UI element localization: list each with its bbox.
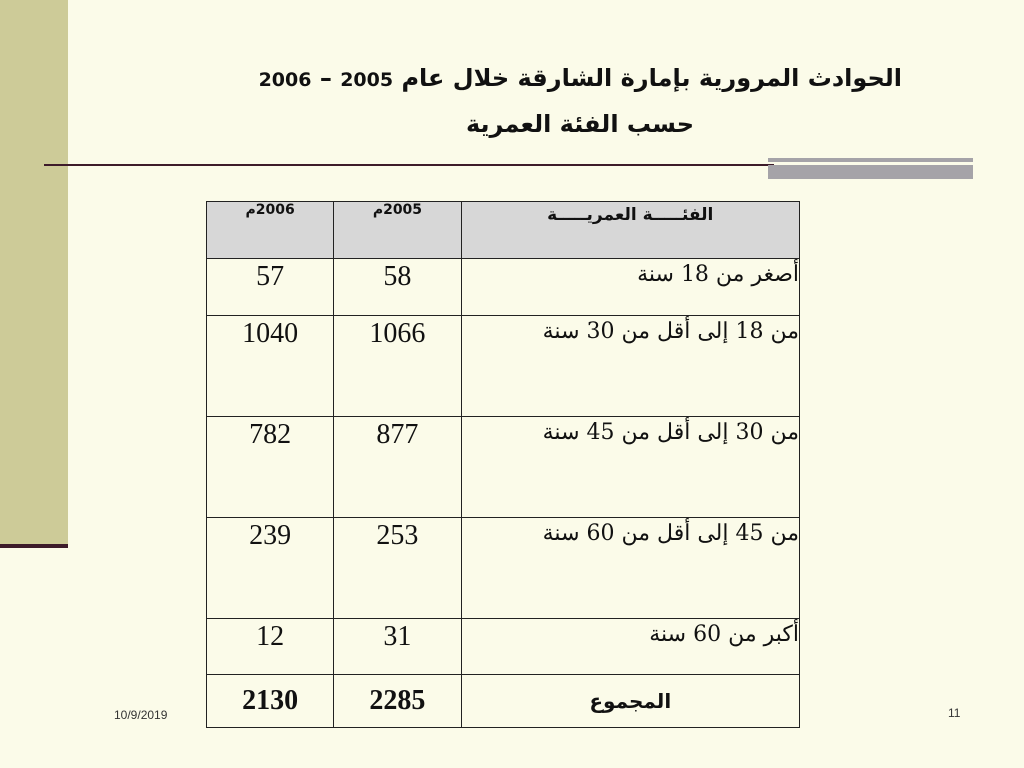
value-2006-cell: 239 — [207, 518, 334, 619]
value-2006-cell: 57 — [207, 259, 334, 316]
value-2005-cell: 31 — [334, 619, 461, 675]
value-2006-cell: 782 — [207, 417, 334, 518]
left-band-rule — [0, 544, 68, 548]
age-group-cell: من 30 إلى أقل من 45 سنة — [461, 417, 799, 518]
age-group-cell: من 18 إلى أقل من 30 سنة — [461, 316, 799, 417]
value-2005-cell: 877 — [334, 417, 461, 518]
total-2005-cell: 2285 — [334, 675, 461, 728]
title-year-2005: 2005 — [340, 69, 394, 91]
slide-number: 11 — [948, 706, 961, 720]
title-year-2006: 2006 — [258, 69, 312, 91]
title-divider — [44, 164, 774, 166]
header-2006: 2006م — [207, 202, 334, 259]
value-2005-cell: 1066 — [334, 316, 461, 417]
total-2006-cell: 2130 — [207, 675, 334, 728]
title-dash: – — [319, 64, 332, 92]
divider-accent-thin — [768, 158, 973, 162]
title-line-1 — [120, 56, 910, 102]
title-text: الحوادث المرورية بإمارة الشارقة خلال عام — [401, 64, 902, 92]
value-2005-cell: 253 — [334, 518, 461, 619]
table-total-row — [207, 675, 800, 728]
table-row — [207, 316, 800, 417]
table-row — [207, 518, 800, 619]
table-header-row — [207, 202, 800, 259]
value-2006-cell: 1040 — [207, 316, 334, 417]
header-2005: 2005م — [334, 202, 461, 259]
table-row — [207, 417, 800, 518]
table-row — [207, 259, 800, 316]
age-group-cell: أصغر من 18 سنة — [461, 259, 799, 316]
age-group-cell: أكبر من 60 سنة — [461, 619, 799, 675]
title-line-2: حسب الفئة العمرية — [465, 110, 695, 138]
left-decorative-band — [0, 0, 68, 546]
divider-accent-thick — [768, 165, 973, 179]
slide-title — [120, 56, 910, 146]
table-row — [207, 619, 800, 675]
total-label-cell: المجموع — [461, 675, 799, 728]
value-2006-cell: 12 — [207, 619, 334, 675]
value-2005-cell: 58 — [334, 259, 461, 316]
header-age-group: الفئـــــة العمريـــــة — [461, 202, 799, 259]
age-group-cell: من 45 إلى أقل من 60 سنة — [461, 518, 799, 619]
accidents-by-age-table — [206, 201, 800, 728]
footer-date: 10/9/2019 — [114, 708, 168, 722]
